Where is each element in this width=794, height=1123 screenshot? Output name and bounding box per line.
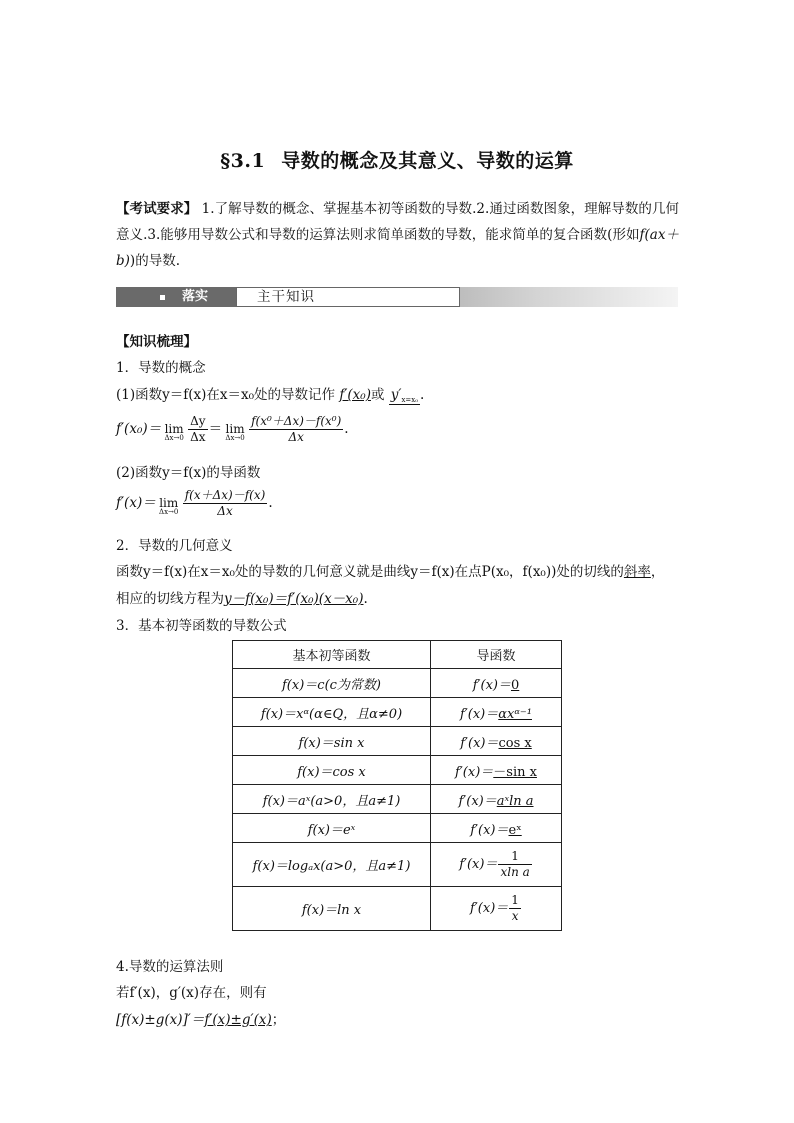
lim-word: lim — [164, 422, 184, 436]
slope-answer: 斜率 — [623, 564, 651, 580]
tangent-line-end: . — [363, 591, 368, 607]
table-cell-derivative — [431, 669, 562, 698]
square-bullet-icon — [160, 295, 165, 300]
notation-or: 或 — [370, 387, 385, 403]
banner-light-segment — [236, 287, 460, 307]
deriv-denominator: x — [511, 909, 519, 923]
banner-dark-label: 落实 — [182, 289, 209, 304]
table-row — [233, 756, 562, 785]
tangent-line-label: 相应的切线方程为 — [116, 591, 224, 607]
frac2-denominator: Δx — [288, 430, 304, 444]
lim1-operator-a — [161, 422, 187, 442]
yprime-subscript: x=x₀ — [401, 396, 419, 404]
table-row — [233, 698, 562, 727]
heading-basic-derivative-formulas: 3．基本初等函数的导数公式 — [116, 618, 287, 634]
lim-word: lim — [159, 496, 179, 510]
table-cell-derivative — [431, 756, 562, 785]
table-cell-function: f(x)＝cos x — [233, 756, 431, 785]
deriv-prefix: f′(x)＝ — [460, 735, 499, 751]
table-row — [233, 727, 562, 756]
sum-rule-answer: f′(x)±g′(x) — [204, 1012, 272, 1028]
table-row — [233, 843, 562, 887]
table-cell-function: f(x)＝logₐx(a>0，且a≠1) — [233, 843, 431, 887]
geometric-meaning-sentence: 函数y＝f(x)在x＝x₀处的导数的几何意义就是曲线y＝f(x)在点P(x₀，f(x₀))处的切线的 — [116, 564, 624, 580]
deriv-fraction — [509, 893, 521, 924]
table-cell-function: f(x)＝ln x — [233, 887, 431, 931]
table-cell-function: f(x)＝c(c为常数) — [233, 669, 431, 698]
table-row — [233, 669, 562, 698]
banner-light-label: 主干知识 — [257, 289, 315, 305]
table-cell-function: f(x)＝sin x — [233, 727, 431, 756]
table-header-cell: 导函数 — [431, 641, 562, 669]
deriv-answer: 0 — [510, 677, 520, 693]
table-cell-function: f(x)＝xᵅ(α∈Q，且α≠0) — [233, 698, 431, 727]
requirement-tail: )的导数. — [129, 253, 180, 269]
notation-fprime: f′(x₀) — [339, 387, 371, 403]
deriv-answer: aˣln a — [496, 793, 534, 809]
table-cell-derivative — [431, 785, 562, 814]
frac1-numerator: Δy — [190, 414, 206, 428]
lim-word: lim — [225, 422, 245, 436]
derivative-definition-formula: f′(x₀)＝ lim Δx→0 $\frac{\Delta y}{\Delta x}$ ＝ lim Δx→0 $\frac{\text{f(x⁰＋Δx)－f(x⁰)}}{\Delta x}$ . — [116, 414, 349, 444]
table-row — [233, 887, 562, 931]
table-header-cell: 基本初等函数 — [233, 641, 431, 669]
exam-requirements — [116, 196, 679, 274]
deriv-prefix: f′(x)＝ — [470, 901, 509, 916]
deriv-numerator: 1 — [498, 849, 531, 865]
tangent-line-formula: y－f(x₀)＝f′(x₀)(x－x₀) — [224, 591, 364, 607]
table-row — [233, 785, 562, 814]
lim-sub: Δx→0 — [225, 434, 245, 442]
section-title-text: 导数的概念及其意义、导数的运算 — [281, 150, 574, 172]
lim2-operator — [156, 496, 182, 516]
geometric-meaning-text — [116, 560, 664, 580]
deriv-prefix: f′(x)＝ — [458, 793, 497, 809]
table-cell-derivative — [431, 814, 562, 843]
deriv-denominator: xln a — [500, 865, 530, 879]
banner-dark-segment — [116, 287, 236, 307]
heading-geometric-meaning: 2．导数的几何意义 — [116, 538, 233, 554]
frac1-denominator: Δx — [190, 430, 206, 444]
requirement-formula: f(ax＋b) — [116, 227, 679, 269]
deriv-answer: cos x — [498, 735, 532, 751]
notation-yprime — [389, 387, 420, 405]
deriv-prefix: f′(x)＝ — [470, 822, 509, 838]
heading-derivative-concept: 1．导数的概念 — [116, 360, 206, 376]
lim2-numerator: f(x＋Δx)－f(x) — [184, 488, 266, 502]
knowledge-heading: 【知识梳理】 — [116, 334, 197, 350]
lim-sub: Δx→0 — [164, 434, 184, 442]
lim-sub: Δx→0 — [159, 508, 179, 516]
table-cell-function: f(x)＝aˣ(a>0，且a≠1) — [233, 785, 431, 814]
deriv-answer: eˣ — [508, 822, 522, 838]
table-cell-derivative — [431, 698, 562, 727]
heading-operation-rules: 4.导数的运算法则 — [116, 959, 224, 975]
geometric-meaning-end: ， — [650, 564, 665, 580]
lim1-operator-b — [222, 422, 248, 442]
derivative-notation-line: (1)函数y＝f(x)在x＝x₀处的导数记作 f′(x₀)或 $y'_{x=x_0}$ . — [116, 387, 425, 404]
yprime-text: y′ — [390, 387, 402, 403]
deriv-answer: αxᵅ⁻¹ — [498, 706, 532, 722]
lim1-fraction-dy-dx — [188, 414, 207, 445]
tangent-line-equation — [116, 587, 368, 607]
deriv-prefix: f′(x)＝ — [459, 857, 498, 872]
lim2-lhs: f′(x)＝ — [116, 495, 156, 511]
lim2-denominator: Δx — [217, 504, 233, 518]
requirement-text: 1.了解导数的概念、掌握基本初等函数的导数.2.通过函数图象，理解导数的几何意义.3.能够用导数公式和导数的运算法则求简单函数的导数，能求简单的复合函数(形如 — [116, 201, 679, 243]
deriv-prefix: f′(x)＝ — [472, 677, 511, 693]
sum-rule-formula — [116, 1008, 285, 1028]
derived-function-formula: f′(x)＝ lim Δx→0 $\frac{f(x+\Delta x)-f(x)}{\Delta x}$ . — [116, 488, 273, 518]
deriv-answer: －sin x — [493, 764, 537, 780]
table-cell-derivative — [431, 887, 562, 931]
sum-rule-lhs: [f(x)±g(x)]′＝ — [116, 1012, 205, 1028]
deriv-numerator: 1 — [511, 893, 519, 907]
deriv-fraction — [498, 849, 531, 880]
page-title — [0, 146, 794, 173]
lim1-fraction-difference — [249, 414, 343, 445]
table-cell-function: f(x)＝eˣ — [233, 814, 431, 843]
deriv-prefix: f′(x)＝ — [455, 764, 494, 780]
section-banner — [116, 287, 678, 309]
section-number: §3.1 — [220, 150, 266, 172]
sum-rule-end: ； — [271, 1012, 286, 1028]
deriv-prefix: f′(x)＝ — [460, 706, 499, 722]
lim2-fraction — [183, 488, 268, 519]
notation-text: (1)函数y＝f(x)在x＝x₀处的导数记作 — [116, 387, 336, 403]
table-header-row — [233, 641, 562, 669]
operation-rules-condition: 若f′(x)，g′(x)存在，则有 — [116, 985, 267, 1001]
table-cell-derivative — [431, 843, 562, 887]
lim1-lhs: f′(x₀)＝ — [116, 421, 162, 437]
frac2-numerator: f(x⁰＋Δx)－f(x⁰) — [251, 414, 342, 428]
derived-function-heading: (2)函数y＝f(x)的导函数 — [116, 465, 261, 481]
table-cell-derivative — [431, 727, 562, 756]
derivative-formula-table — [232, 640, 562, 931]
table-row — [233, 814, 562, 843]
requirement-tag: 【考试要求】 — [116, 201, 198, 217]
